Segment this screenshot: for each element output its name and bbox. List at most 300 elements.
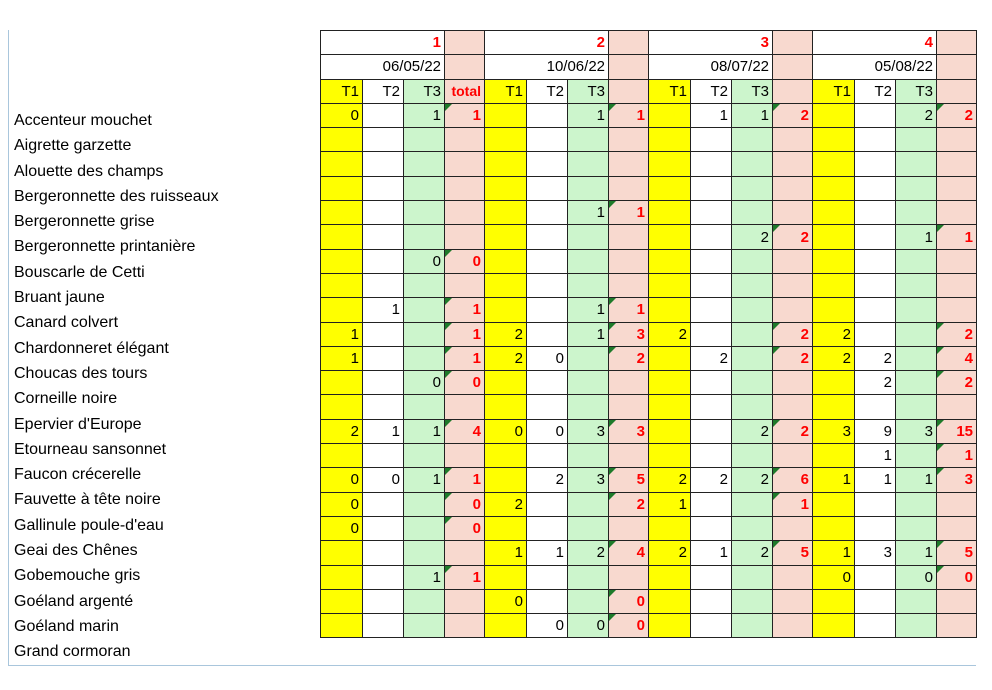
total-count-cell bbox=[609, 444, 649, 468]
species-row bbox=[321, 201, 977, 225]
total-count-cell bbox=[445, 176, 485, 200]
count-cell-t1 bbox=[649, 395, 691, 419]
count-cell-t3 bbox=[568, 225, 609, 249]
total-count-cell: 2 bbox=[773, 225, 813, 249]
total-count-cell bbox=[445, 128, 485, 152]
count-cell-t3 bbox=[896, 298, 937, 322]
total-count-cell bbox=[609, 249, 649, 273]
count-cell-t3 bbox=[732, 273, 773, 297]
count-cell-t1 bbox=[813, 516, 855, 540]
count-cell-t2 bbox=[527, 395, 568, 419]
count-cell-t2: 1 bbox=[855, 444, 896, 468]
total-count-cell: 1 bbox=[937, 225, 977, 249]
count-cell-t1 bbox=[321, 371, 363, 395]
total-count-cell: 0 bbox=[609, 589, 649, 613]
count-cell-t2 bbox=[855, 492, 896, 516]
species-name: Geai des Chênes bbox=[14, 542, 138, 560]
count-cell-t2 bbox=[855, 516, 896, 540]
count-cell-t3 bbox=[404, 444, 445, 468]
species-name: Choucas des tours bbox=[14, 364, 148, 382]
count-cell-t2 bbox=[691, 225, 732, 249]
count-cell-t1 bbox=[813, 152, 855, 176]
comment-flag-icon bbox=[445, 371, 452, 378]
comment-flag-icon bbox=[609, 201, 616, 208]
count-cell-t1 bbox=[485, 516, 527, 540]
comment-flag-icon bbox=[445, 104, 452, 111]
count-cell-t2 bbox=[363, 176, 404, 200]
count-cell-t2: 1 bbox=[691, 103, 732, 127]
count-cell-t3 bbox=[732, 516, 773, 540]
count-cell-t1 bbox=[649, 298, 691, 322]
count-cell-t1 bbox=[649, 371, 691, 395]
species-name: Corneille noire bbox=[14, 390, 118, 408]
comment-flag-icon bbox=[773, 468, 780, 475]
count-cell-t2 bbox=[527, 492, 568, 516]
count-cell-t3: 0 bbox=[568, 614, 609, 638]
count-cell-t2 bbox=[855, 103, 896, 127]
count-cell-t1 bbox=[485, 225, 527, 249]
count-cell-t3 bbox=[404, 273, 445, 297]
species-name: Gobemouche gris bbox=[14, 567, 141, 585]
count-cell-t3 bbox=[896, 152, 937, 176]
total-count-cell bbox=[445, 273, 485, 297]
count-cell-t1 bbox=[813, 128, 855, 152]
count-cell-t1: 0 bbox=[485, 419, 527, 443]
week-total-date-blank bbox=[445, 55, 485, 79]
comment-flag-icon bbox=[609, 104, 616, 111]
count-cell-t3 bbox=[568, 492, 609, 516]
count-cell-t2 bbox=[527, 298, 568, 322]
total-count-cell: 3 bbox=[609, 419, 649, 443]
count-cell-t1 bbox=[485, 444, 527, 468]
week-number: 3 bbox=[649, 31, 773, 55]
count-cell-t3: 2 bbox=[732, 541, 773, 565]
total-count-cell bbox=[609, 225, 649, 249]
species-name: Alouette des champs bbox=[14, 162, 164, 180]
total-count-cell bbox=[773, 152, 813, 176]
count-cell-t2 bbox=[527, 249, 568, 273]
species-row bbox=[321, 565, 977, 589]
count-cell-t2 bbox=[363, 516, 404, 540]
count-cell-t1: 1 bbox=[321, 346, 363, 370]
count-cell-t1 bbox=[813, 249, 855, 273]
species-row bbox=[321, 322, 977, 346]
species-name: Goéland marin bbox=[14, 617, 119, 635]
count-cell-t2 bbox=[363, 322, 404, 346]
count-cell-t2 bbox=[527, 201, 568, 225]
count-cell-t2 bbox=[363, 444, 404, 468]
count-cell-t3: 1 bbox=[568, 201, 609, 225]
count-cell-t1 bbox=[649, 444, 691, 468]
count-cell-t1: 3 bbox=[813, 419, 855, 443]
total-count-cell: 0 bbox=[445, 516, 485, 540]
count-cell-t3: 1 bbox=[732, 103, 773, 127]
count-cell-t1: 0 bbox=[485, 589, 527, 613]
count-cell-t1 bbox=[813, 444, 855, 468]
count-cell-t3 bbox=[732, 492, 773, 516]
count-cell-t2 bbox=[855, 322, 896, 346]
total-count-cell bbox=[609, 152, 649, 176]
count-cell-t3 bbox=[896, 371, 937, 395]
comment-flag-icon bbox=[773, 347, 780, 354]
count-cell-t3: 1 bbox=[404, 468, 445, 492]
comment-flag-icon bbox=[609, 541, 616, 548]
species-name: Faucon crécerelle bbox=[14, 466, 142, 484]
total-count-cell bbox=[773, 395, 813, 419]
comment-flag-icon bbox=[937, 444, 944, 451]
total-count-cell: 2 bbox=[773, 419, 813, 443]
count-cell-t1: 1 bbox=[649, 492, 691, 516]
count-cell-t3 bbox=[896, 201, 937, 225]
count-cell-t1: 2 bbox=[649, 468, 691, 492]
count-cell-t2 bbox=[691, 152, 732, 176]
species-name: Bouscarle de Cetti bbox=[14, 263, 145, 281]
total-count-cell: 1 bbox=[937, 444, 977, 468]
total-count-cell: 1 bbox=[445, 565, 485, 589]
observation-table bbox=[320, 30, 977, 638]
count-cell-t2 bbox=[691, 371, 732, 395]
species-row bbox=[321, 249, 977, 273]
comment-flag-icon bbox=[609, 420, 616, 427]
count-cell-t2 bbox=[691, 176, 732, 200]
count-cell-t2: 1 bbox=[855, 468, 896, 492]
transect-header-t3: T3 bbox=[732, 79, 773, 103]
total-header: total bbox=[445, 79, 485, 103]
count-cell-t2: 1 bbox=[363, 419, 404, 443]
transect-header-t2: T2 bbox=[691, 79, 732, 103]
count-cell-t3: 1 bbox=[568, 322, 609, 346]
count-cell-t1: 2 bbox=[485, 346, 527, 370]
species-row bbox=[321, 516, 977, 540]
count-cell-t3 bbox=[568, 128, 609, 152]
count-cell-t3: 1 bbox=[896, 225, 937, 249]
count-cell-t3 bbox=[732, 565, 773, 589]
count-cell-t3 bbox=[568, 176, 609, 200]
count-cell-t2 bbox=[527, 565, 568, 589]
count-cell-t3 bbox=[404, 176, 445, 200]
count-cell-t2: 2 bbox=[527, 468, 568, 492]
count-cell-t1 bbox=[485, 298, 527, 322]
count-cell-t1 bbox=[485, 152, 527, 176]
count-cell-t2 bbox=[363, 371, 404, 395]
count-cell-t1 bbox=[321, 589, 363, 613]
total-count-cell: 0 bbox=[445, 492, 485, 516]
transect-header-t3: T3 bbox=[568, 79, 609, 103]
comment-flag-icon bbox=[937, 541, 944, 548]
count-cell-t1 bbox=[649, 273, 691, 297]
count-cell-t2 bbox=[527, 225, 568, 249]
comment-flag-icon bbox=[445, 468, 452, 475]
total-count-cell: 1 bbox=[445, 298, 485, 322]
total-count-cell bbox=[773, 298, 813, 322]
total-count-cell: 1 bbox=[445, 103, 485, 127]
count-cell-t3 bbox=[732, 128, 773, 152]
species-row bbox=[321, 395, 977, 419]
count-cell-t3: 1 bbox=[896, 468, 937, 492]
count-cell-t2 bbox=[855, 152, 896, 176]
count-cell-t2 bbox=[691, 298, 732, 322]
count-cell-t1 bbox=[649, 176, 691, 200]
total-count-cell bbox=[609, 371, 649, 395]
count-cell-t1 bbox=[813, 176, 855, 200]
count-cell-t3 bbox=[896, 273, 937, 297]
week-total-date-blank bbox=[609, 55, 649, 79]
total-count-cell bbox=[445, 444, 485, 468]
count-cell-t3: 3 bbox=[896, 419, 937, 443]
total-count-cell bbox=[609, 395, 649, 419]
count-cell-t3 bbox=[568, 273, 609, 297]
count-cell-t2: 2 bbox=[855, 346, 896, 370]
count-cell-t2: 2 bbox=[691, 468, 732, 492]
comment-flag-icon bbox=[937, 566, 944, 573]
total-count-cell bbox=[773, 614, 813, 638]
comment-flag-icon bbox=[445, 250, 452, 257]
count-cell-t1: 2 bbox=[649, 541, 691, 565]
count-cell-t1 bbox=[485, 395, 527, 419]
total-count-cell: 1 bbox=[609, 201, 649, 225]
count-cell-t2 bbox=[691, 273, 732, 297]
transect-header-t2: T2 bbox=[363, 79, 404, 103]
comment-flag-icon bbox=[445, 347, 452, 354]
total-count-cell bbox=[445, 589, 485, 613]
count-cell-t1 bbox=[813, 371, 855, 395]
count-cell-t1: 1 bbox=[485, 541, 527, 565]
count-cell-t1: 2 bbox=[485, 492, 527, 516]
comment-flag-icon bbox=[609, 468, 616, 475]
species-name: Goéland argenté bbox=[14, 592, 134, 610]
total-count-cell: 0 bbox=[445, 249, 485, 273]
count-cell-t3: 1 bbox=[896, 541, 937, 565]
total-count-cell bbox=[937, 589, 977, 613]
count-cell-t3 bbox=[732, 346, 773, 370]
count-cell-t3 bbox=[404, 322, 445, 346]
comment-flag-icon bbox=[937, 371, 944, 378]
count-cell-t2 bbox=[527, 152, 568, 176]
count-cell-t2 bbox=[363, 614, 404, 638]
count-cell-t2 bbox=[363, 201, 404, 225]
total-count-cell: 1 bbox=[445, 468, 485, 492]
comment-flag-icon bbox=[773, 323, 780, 330]
count-cell-t2 bbox=[691, 322, 732, 346]
count-cell-t3 bbox=[404, 541, 445, 565]
count-cell-t2 bbox=[691, 589, 732, 613]
count-cell-t1 bbox=[813, 589, 855, 613]
species-name: Aigrette garzette bbox=[14, 137, 132, 155]
comment-flag-icon bbox=[773, 420, 780, 427]
count-cell-t2 bbox=[363, 249, 404, 273]
species-row bbox=[321, 128, 977, 152]
count-cell-t1 bbox=[813, 492, 855, 516]
transect-header-t1: T1 bbox=[485, 79, 527, 103]
count-cell-t3 bbox=[404, 346, 445, 370]
species-name: Fauvette à tête noire bbox=[14, 491, 161, 509]
count-cell-t1 bbox=[649, 516, 691, 540]
total-count-cell bbox=[937, 201, 977, 225]
total-count-cell: 1 bbox=[609, 103, 649, 127]
count-cell-t2 bbox=[855, 201, 896, 225]
count-cell-t2 bbox=[527, 444, 568, 468]
total-count-cell: 4 bbox=[937, 346, 977, 370]
count-cell-t1 bbox=[649, 103, 691, 127]
count-cell-t2 bbox=[691, 444, 732, 468]
total-count-cell bbox=[445, 201, 485, 225]
count-cell-t3 bbox=[568, 249, 609, 273]
comment-flag-icon bbox=[609, 614, 616, 621]
total-count-cell: 5 bbox=[773, 541, 813, 565]
transect-header-t3: T3 bbox=[896, 79, 937, 103]
comment-flag-icon bbox=[609, 590, 616, 597]
transect-header-t2: T2 bbox=[527, 79, 568, 103]
total-count-cell: 0 bbox=[937, 565, 977, 589]
count-cell-t3: 2 bbox=[568, 541, 609, 565]
total-count-cell bbox=[937, 614, 977, 638]
total-count-cell bbox=[445, 395, 485, 419]
week-total-header-blank bbox=[773, 31, 813, 55]
count-cell-t2 bbox=[855, 176, 896, 200]
count-cell-t2 bbox=[363, 128, 404, 152]
count-cell-t2 bbox=[527, 273, 568, 297]
count-cell-t2 bbox=[363, 541, 404, 565]
total-count-cell bbox=[445, 614, 485, 638]
transect-header-t1: T1 bbox=[813, 79, 855, 103]
count-cell-t1 bbox=[485, 201, 527, 225]
week-total-date-blank bbox=[937, 55, 977, 79]
count-cell-t1 bbox=[813, 395, 855, 419]
count-cell-t2 bbox=[363, 492, 404, 516]
count-cell-t1 bbox=[485, 176, 527, 200]
count-cell-t2 bbox=[691, 249, 732, 273]
total-count-cell: 3 bbox=[609, 322, 649, 346]
species-name: Chardonneret élégant bbox=[14, 339, 169, 357]
count-cell-t1 bbox=[321, 395, 363, 419]
species-row bbox=[321, 298, 977, 322]
total-count-cell bbox=[609, 565, 649, 589]
count-cell-t1 bbox=[485, 468, 527, 492]
count-cell-t2 bbox=[363, 103, 404, 127]
comment-flag-icon bbox=[937, 468, 944, 475]
count-cell-t3 bbox=[732, 152, 773, 176]
total-count-cell: 1 bbox=[445, 346, 485, 370]
count-cell-t2 bbox=[855, 565, 896, 589]
total-count-cell: 4 bbox=[445, 419, 485, 443]
total-count-cell: 2 bbox=[773, 103, 813, 127]
count-cell-t1 bbox=[321, 152, 363, 176]
comment-flag-icon bbox=[445, 298, 452, 305]
comment-flag-icon bbox=[773, 225, 780, 232]
total-count-cell: 1 bbox=[445, 322, 485, 346]
count-cell-t1 bbox=[485, 273, 527, 297]
week-date: 05/08/22 bbox=[813, 55, 937, 79]
count-cell-t3 bbox=[896, 176, 937, 200]
count-cell-t1 bbox=[485, 614, 527, 638]
count-cell-t1: 0 bbox=[321, 516, 363, 540]
count-cell-t2: 1 bbox=[527, 541, 568, 565]
total-count-cell bbox=[445, 152, 485, 176]
total-count-cell bbox=[773, 565, 813, 589]
count-cell-t3 bbox=[404, 152, 445, 176]
count-cell-t1: 2 bbox=[813, 322, 855, 346]
comment-flag-icon bbox=[937, 323, 944, 330]
total-count-cell bbox=[609, 128, 649, 152]
total-count-cell: 0 bbox=[445, 371, 485, 395]
count-cell-t1 bbox=[813, 225, 855, 249]
species-row bbox=[321, 176, 977, 200]
count-cell-t3 bbox=[568, 395, 609, 419]
count-cell-t3 bbox=[896, 614, 937, 638]
total-count-cell bbox=[937, 176, 977, 200]
count-cell-t3 bbox=[732, 201, 773, 225]
species-name: Canard colvert bbox=[14, 314, 119, 332]
left-border-line bbox=[8, 30, 9, 666]
total-count-cell: 3 bbox=[937, 468, 977, 492]
count-cell-t3 bbox=[732, 298, 773, 322]
count-cell-t3 bbox=[896, 346, 937, 370]
count-cell-t1 bbox=[485, 103, 527, 127]
transect-header-t2: T2 bbox=[855, 79, 896, 103]
count-cell-t2 bbox=[691, 614, 732, 638]
comment-flag-icon bbox=[937, 347, 944, 354]
count-cell-t1 bbox=[813, 201, 855, 225]
species-name: Bergeronnette printanière bbox=[14, 238, 196, 256]
total-count-cell: 5 bbox=[609, 468, 649, 492]
total-count-cell: 2 bbox=[773, 322, 813, 346]
total-count-cell: 15 bbox=[937, 419, 977, 443]
total-count-cell: 6 bbox=[773, 468, 813, 492]
transect-header-t1: T1 bbox=[649, 79, 691, 103]
count-cell-t2: 0 bbox=[527, 419, 568, 443]
count-cell-t2: 2 bbox=[855, 371, 896, 395]
count-cell-t3: 0 bbox=[404, 249, 445, 273]
total-count-cell bbox=[773, 371, 813, 395]
comment-flag-icon bbox=[773, 104, 780, 111]
count-cell-t3 bbox=[732, 371, 773, 395]
count-cell-t1 bbox=[649, 249, 691, 273]
comment-flag-icon bbox=[609, 323, 616, 330]
total-count-cell bbox=[609, 273, 649, 297]
species-row bbox=[321, 152, 977, 176]
count-cell-t2 bbox=[363, 589, 404, 613]
count-cell-t2 bbox=[363, 395, 404, 419]
comment-flag-icon bbox=[445, 323, 452, 330]
count-cell-t3: 3 bbox=[568, 468, 609, 492]
week-number: 1 bbox=[321, 31, 445, 55]
total-count-cell bbox=[937, 128, 977, 152]
week-date: 06/05/22 bbox=[321, 55, 445, 79]
species-name: Epervier d'Europe bbox=[14, 415, 142, 433]
count-cell-t3 bbox=[404, 589, 445, 613]
header-row-transect bbox=[321, 79, 977, 103]
count-cell-t3 bbox=[896, 589, 937, 613]
count-cell-t3: 2 bbox=[896, 103, 937, 127]
comment-flag-icon bbox=[609, 347, 616, 354]
count-cell-t3 bbox=[732, 249, 773, 273]
count-cell-t1 bbox=[321, 128, 363, 152]
count-cell-t1: 2 bbox=[321, 419, 363, 443]
total-count-cell bbox=[773, 589, 813, 613]
transect-header-t1: T1 bbox=[321, 79, 363, 103]
total-count-cell: 5 bbox=[937, 541, 977, 565]
count-cell-t1 bbox=[649, 225, 691, 249]
comment-flag-icon bbox=[609, 298, 616, 305]
count-cell-t1 bbox=[649, 128, 691, 152]
count-cell-t1: 1 bbox=[813, 468, 855, 492]
count-cell-t1 bbox=[813, 273, 855, 297]
total-header bbox=[937, 79, 977, 103]
count-cell-t1 bbox=[649, 201, 691, 225]
week-total-header-blank bbox=[609, 31, 649, 55]
count-cell-t1 bbox=[321, 565, 363, 589]
species-row bbox=[321, 468, 977, 492]
